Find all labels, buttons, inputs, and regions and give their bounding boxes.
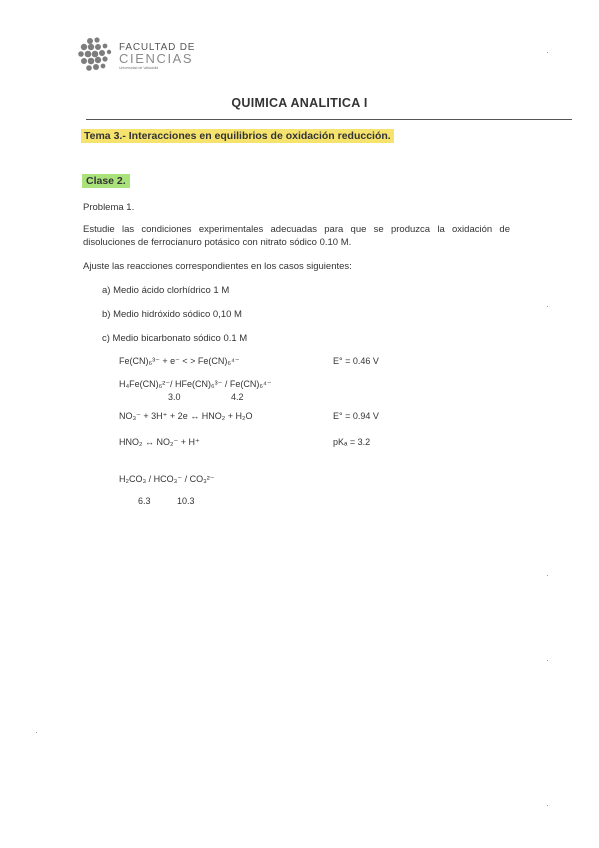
potential-ferricyanide: E° = 0.46 V [333, 356, 379, 366]
scan-speck [547, 660, 548, 661]
logo-text-university: Universidad de Valladolid [119, 66, 159, 70]
logo-text-ciencias: CIENCIAS [119, 51, 194, 66]
faculty-logo [78, 37, 198, 77]
case-c: c) Medio bicarbonato sódico 0.1 M [102, 333, 248, 344]
pk-carbonate-2: 10.3 [177, 496, 195, 506]
equation-nitrous-acid: HNO₂ ↔ NO₂⁻ + H⁺ [119, 437, 200, 447]
pk-ferrocyanide-2: 4.2 [231, 392, 244, 402]
case-a: a) Medio ácido clorhídrico 1 M [102, 285, 230, 296]
scan-speck [547, 52, 548, 53]
instructions: Ajuste las reacciones correspondientes en los casos siguientes: [83, 261, 352, 272]
scan-speck [547, 805, 548, 806]
class-heading: Clase 2. [82, 174, 130, 188]
title-divider [86, 119, 572, 120]
scan-speck [36, 732, 37, 733]
scan-speck [547, 306, 548, 307]
problem-statement: Estudie las condiciones experimentales adecuadas para que se produzca la oxidación de disoluciones de ferrocianuro potásico con nitrato sódico 0.10 M. [83, 224, 510, 248]
equation-carbonate: H₂CO₃ / HCO₃⁻ / CO₃²⁻ [119, 474, 215, 484]
equation-ferricyanide: Fe(CN)₆³⁻ + e⁻ < > Fe(CN)₆⁴⁻ [119, 356, 240, 366]
equation-nitrate: NO₃⁻ + 3H⁺ + 2e ↔ HNO₂ + H₂O [119, 411, 253, 421]
scan-speck [547, 575, 548, 576]
pk-carbonate-1: 6.3 [138, 496, 151, 506]
problem-label: Problema 1. [83, 202, 135, 213]
pka-nitrous-acid: pKₐ = 3.2 [333, 437, 371, 447]
topic-heading: Tema 3.- Interacciones en equilibrios de oxidación reducción. [81, 129, 394, 143]
page-title: QUIMICA ANALITICA I [231, 96, 368, 110]
case-b: b) Medio hidróxido sódico 0,10 M [102, 309, 242, 320]
logo-text-faculty: FACULTAD DE [119, 42, 196, 53]
potential-nitrate: E° = 0.94 V [333, 411, 379, 421]
pk-ferrocyanide-1: 3.0 [168, 392, 181, 402]
equation-ferrocyanide-acids: H₄Fe(CN)₆²⁻/ HFe(CN)₆³⁻ / Fe(CN)₆⁴⁻ [119, 379, 272, 389]
logo-dots-icon [78, 37, 114, 73]
